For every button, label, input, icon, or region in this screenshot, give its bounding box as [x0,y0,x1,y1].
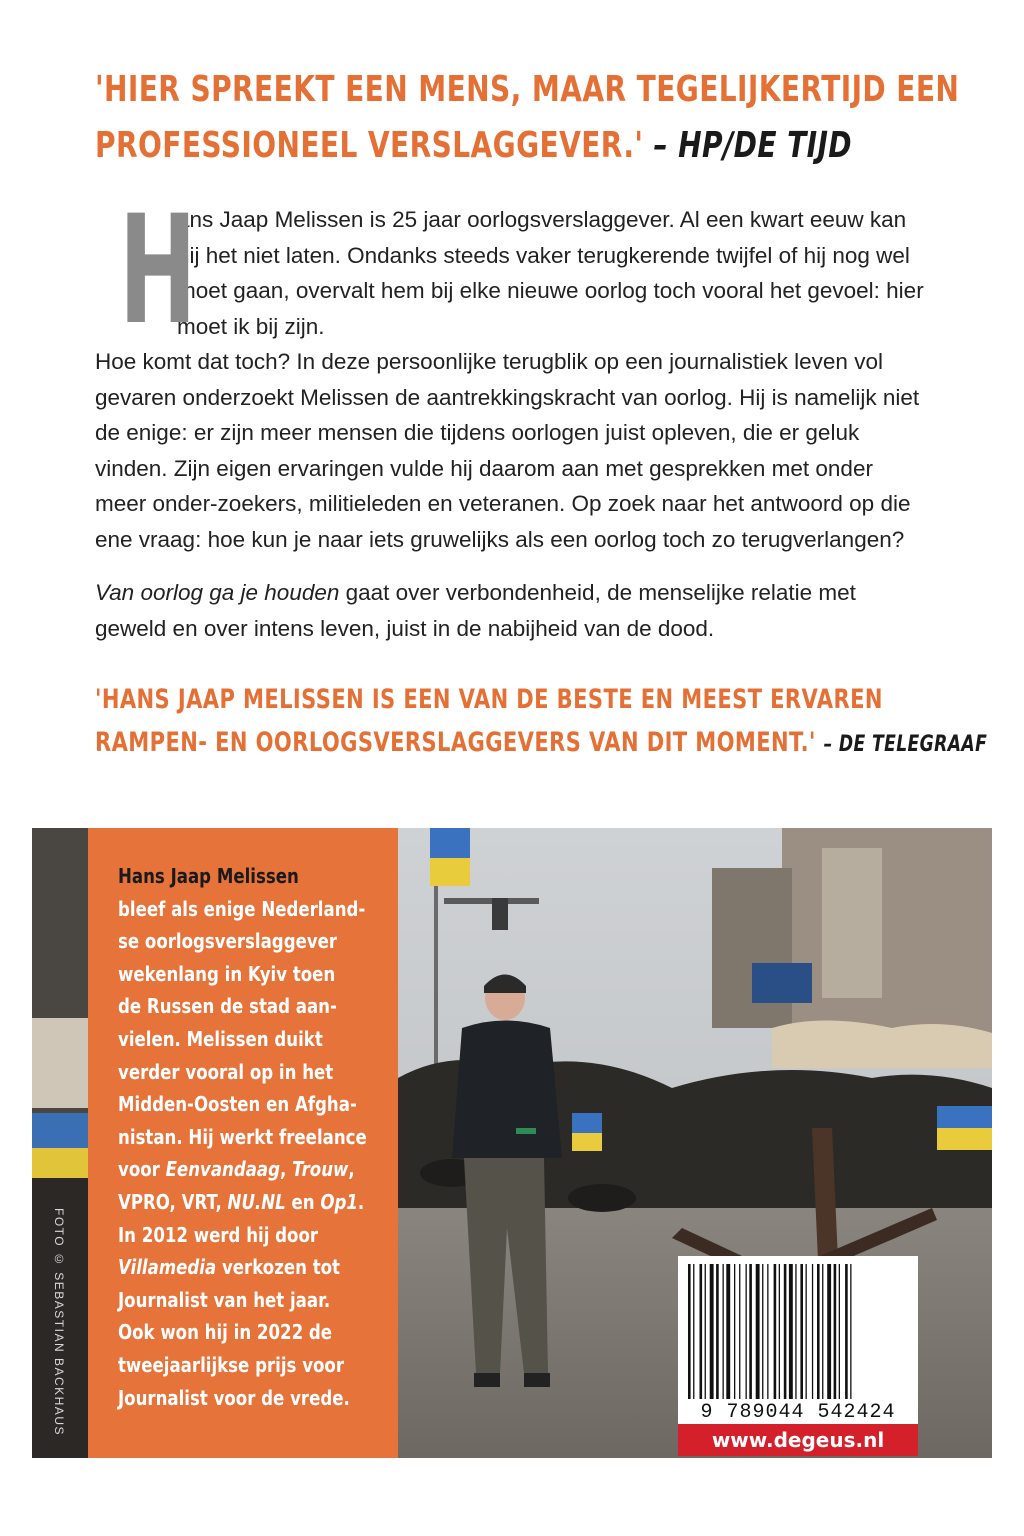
bio-line: Ook won hij in 2022 de [118,1320,333,1345]
author-section [32,828,992,1458]
top-quote-line-2-text: PROFESSIONEEL VERSLAGGEVER.' [95,125,644,166]
blurb-paragraph-1: ans Jaap Melissen is 25 jaar oorlogsverslaggever. Al een kwart eeuw kan hij het niet laten. Ondanks steeds vaker terugkerende twijfel of hij nog wel moet gaan, overvalt hem bij elke nieuwe oorlog toch vooral het gevoel: hier moet ik bij zijn. [177,207,924,339]
bio-line: wekenlang in Kyiv toen [118,961,336,986]
bio-line: se oorlogsverslaggever [118,929,338,954]
bottom-quote-line-2-text: RAMPEN- EN OORLOGSVERSLAGGEVERS VAN DIT MOMENT.' [95,727,816,758]
bio-line: Journalist voor de vrede. [118,1385,350,1410]
author-bio [118,860,367,1414]
bio-line: Villamedia verkozen tot [118,1255,340,1280]
book-title: Van oorlog ga je houden [95,580,340,605]
bio-line: vielen. Melissen duikt [118,1026,323,1051]
bottom-quote-source: – DE TELEGRAAF [823,732,988,757]
drop-cap: H [118,184,197,358]
bottom-review-quote [95,678,987,766]
barcode-panel [678,1256,918,1456]
bio-line: nistan. Hij werkt freelance [118,1124,367,1149]
bio-line: de Russen de stad aan- [118,994,337,1019]
bottom-quote-line-1: 'HANS JAAP MELISSEN IS EEN VAN DE BESTE EN MEEST ERVAREN [95,684,883,715]
author-name: Hans Jaap Melissen [118,864,299,888]
top-quote-line-2 [95,118,959,174]
bio-line: In 2012 werd hij door [118,1222,319,1247]
bio-line: voor Eenvandaag, Trouw, [118,1157,355,1182]
top-quote-source: – HP/DE TIJD [653,125,853,166]
publisher-url: www.degeus.nl [678,1424,918,1456]
top-review-quote [95,62,959,174]
author-bio-panel [88,828,398,1458]
bio-line: verder vooral op in het [118,1059,334,1084]
bio-line: bleef als enige Nederland- [118,896,366,921]
bottom-quote-line-2 [95,721,987,766]
blurb-paragraph-3-rest: gaat over verbondenheid, de menselijke relatie met geweld en over intens leven, juist in de nabijheid van de dood. [95,580,856,641]
blurb-body [95,184,930,646]
bio-line: VPRO, VRT, NU.NL en Op1. [118,1189,365,1214]
top-quote-line-1: 'HIER SPREEKT EEN MENS, MAAR TEGELIJKERTIJD EEN [95,69,960,110]
barcode-icon [686,1264,910,1399]
bio-line: Midden-Oosten en Afgha- [118,1092,357,1117]
blurb-paragraph-2: Hoe komt dat toch? In deze persoonlijke terugblik op een journalistiek leven vol gevaren onderzoekt Melissen de aantrekkingskracht van oorlog. Hij is namelijk niet de enige: er zijn meer mensen die tijdens oorlogen juist opleven, die er geluk vinden. Zijn eigen ervaringen vulde hij daarom aan met gesprekken met onder meer onder-zoekers, militieleden en veteranen. Op zoek naar het antwoord op die ene vraag: hoe kun je naar iets gruwelijks als een oorlog toch zo terugverlangen? [95,349,920,552]
isbn-number: 9 789044 542424 [700,1401,896,1424]
blurb-paragraph-3 [95,575,930,646]
photo-credit: FOTO © SEBASTIAN BACKHAUS [52,1208,66,1436]
bio-line: tweejaarlijkse prijs voor [118,1352,345,1377]
bio-line: Journalist van het jaar. [118,1287,331,1312]
